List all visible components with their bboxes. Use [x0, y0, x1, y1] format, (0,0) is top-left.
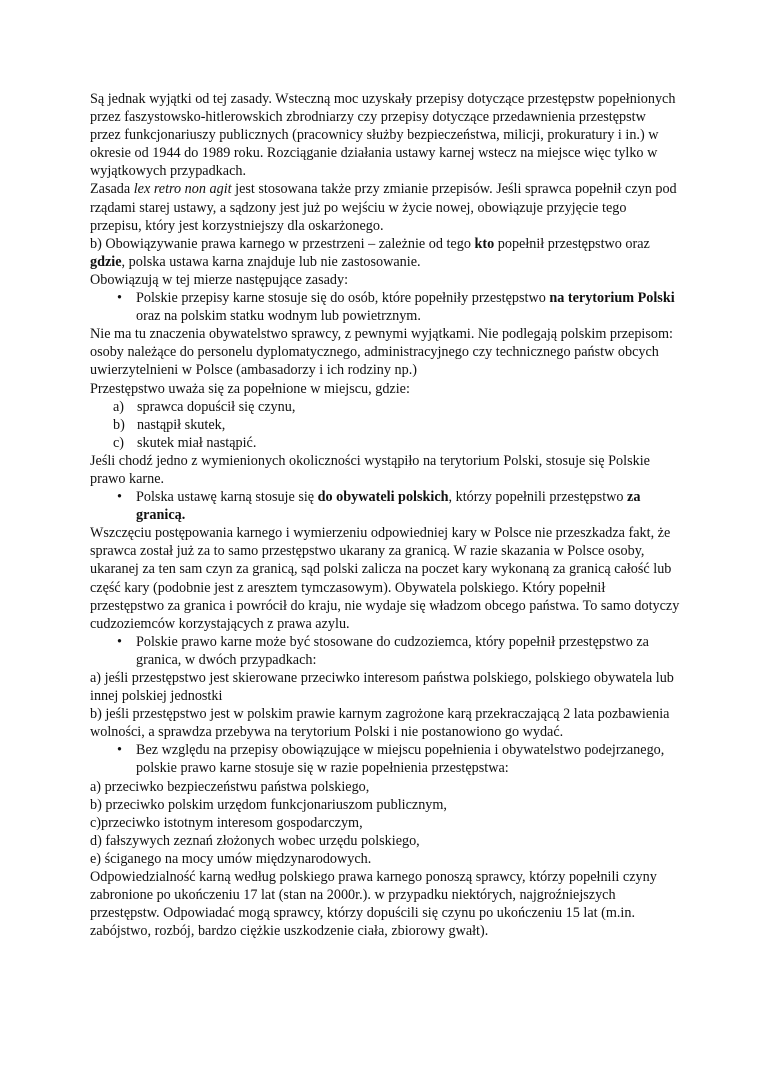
list-item: a) przeciwko bezpieczeństwu państwa polskiego,: [90, 778, 370, 795]
paragraph-lex-retro: Zasada lex retro non agit jest stosowana także przy zmianie przepisów. Jeśli sprawca popełnił czyn pod rządami starej ustawy, a sądzony jest już po wejściu w życie nowej, obowiązuje przyjęcie tego przepisu, który jest korzystniejszy dla oskarżonego.: [90, 181, 677, 234]
bullet-icon: •: [117, 633, 122, 650]
list-item: d) fałszywych zeznań złożonych wobec urzędu polskiego,: [90, 832, 420, 849]
list-item: b) przeciwko polskim urzędom funkcjonariuszom publicznym,: [90, 796, 447, 813]
bold-kto: kto: [474, 235, 495, 252]
bold-gdzie: gdzie: [90, 253, 122, 270]
paragraph-place-definition: Przestępstwo uważa się za popełnione w miejscu, gdzie:: [90, 380, 410, 397]
list-item: e) ściganego na mocy umów międzynarodowych.: [90, 850, 372, 867]
paragraph-space-validity: b) Obowiązywanie prawa karnego w przestrzeni – zależnie od tego kto popełnił przestępstwo oraz gdzie, polska ustawa karna znajduje lub nie zastosowanie.: [90, 235, 650, 270]
bullet-item-citizens-abroad: • Polska ustawę karną stosuje się do obywateli polskich, którzy popełnili przestępstwo za granicą.: [117, 489, 641, 524]
bullet-icon: •: [117, 290, 122, 307]
bullet-item-regardless: • Bez względu na przepisy obowiązujące w miejscu popełnienia i obywatelstwo podejrzanego, polskie prawo karne stosuje się w razie popełnienia przestępstwa:: [117, 742, 665, 777]
latin-term: lex retro non agit: [133, 181, 232, 198]
list-item: a) sprawca dopuścił się czynu,: [113, 398, 296, 415]
bullet-item-foreigners: • Polskie prawo karne może być stosowane do cudzoziemca, który popełnił przestępstwo za granica, w dwóch przypadkach:: [117, 633, 649, 668]
paragraph-case-b: b) jeśli przestępstwo jest w polskim prawie karnym zagrożone karą przekraczającą 2 lata pozbawienia wolności, a sprawdza przebywa na terytorium Polski i nie postanowiono go wydać.: [90, 706, 670, 741]
paragraph-criminal-liability-age: Odpowiedzialność karną według polskiego prawa karnego ponoszą sprawcy, którzy popełnili czyny zabronione po ukończeniu 17 lat (stan na 2000r.). w przypadku niektórych, najgroźniejszych przestępstw. Odpowiadać mogą sprawcy, którzy dopuścili się czynu po ukończeniu 15 lat (m.in. zabójstwo, rozbój, bardzo ciężkie uszkodzenie ciała, zbiorowy gwałt).: [90, 869, 657, 940]
paragraph-diplomatic-exception: Nie ma tu znaczenia obywatelstwo sprawcy, z pewnymi wyjątkami. Nie podlegają polskim przepisom: osoby należące do personelu dyplomatycznego, administracyjnego czy technicznego państw obcych uwierzytelnieni w Polsce (ambasadorzy i ich rodziny np.): [90, 326, 673, 379]
list-item: c)przeciwko istotnym interesom gospodarczym,: [90, 814, 363, 831]
bullet-item-territory: • Polskie przepisy karne stosuje się do osób, które popełniły przestępstwo na terytorium Polski oraz na polskim statku wodnym lub powietrznym.: [117, 290, 675, 325]
bullet-icon: •: [117, 489, 122, 506]
paragraph-case-a: a) jeśli przestępstwo jest skierowane przeciwko interesom państwa polskiego, polskiego obywatela lub innej polskiej jednostki: [90, 670, 674, 705]
bullet-icon: •: [117, 742, 122, 759]
document-page: [90, 90, 680, 940]
paragraph-retroactivity-exceptions: Są jednak wyjątki od tej zasady. Wsteczną moc uzyskały przepisy dotyczące przestępstw popełnionych przez faszystowsko-hitlerowskich zbrodniarzy czy przepisy dotyczące przedawnienia przestępstw przez funkcjonariuszy publicznych (pracownicy służby bezpieczeństwa, milicji, prokuratury i in.) w okresie od 1944 do 1989 roku. Rozciąganie działania ustawy karnej wstecz na miejsce więc tylko w wyjątkowych przypadkach.: [90, 91, 676, 180]
paragraph-polish-law-applies: Jeśli chodź jedno z wymienionych okoliczności wystąpiło na terytorium Polski, stosuje się Polskie prawo karne.: [90, 452, 650, 487]
list-item: b) nastąpił skutek,: [113, 416, 226, 433]
list-item: c) skutek miał nastąpić.: [113, 434, 257, 451]
paragraph-rules-intro: Obowiązują w tej mierze następujące zasady:: [90, 271, 349, 288]
paragraph-double-punishment: Wszczęciu postępowania karnego i wymierzeniu odpowiedniej kary w Polsce nie przeszkadza fakt, że sprawca został już za to samo przestępstwo ukarany za granicą. W razie skazania w Polsce osoby, ukaranej za ten sam czyn za granicą, sąd polski zalicza na poczet kary wykonaną za granicą całość lub część kary (podobnie jest z aresztem tymczasowym). Obywatela polskiego. Który popełnił przestępstwo za granica i powrócił do kraju, nie wydaje się władzom obcego państwa. To samo dotyczy cudzoziemców korzystających z prawa azylu.: [90, 525, 680, 632]
